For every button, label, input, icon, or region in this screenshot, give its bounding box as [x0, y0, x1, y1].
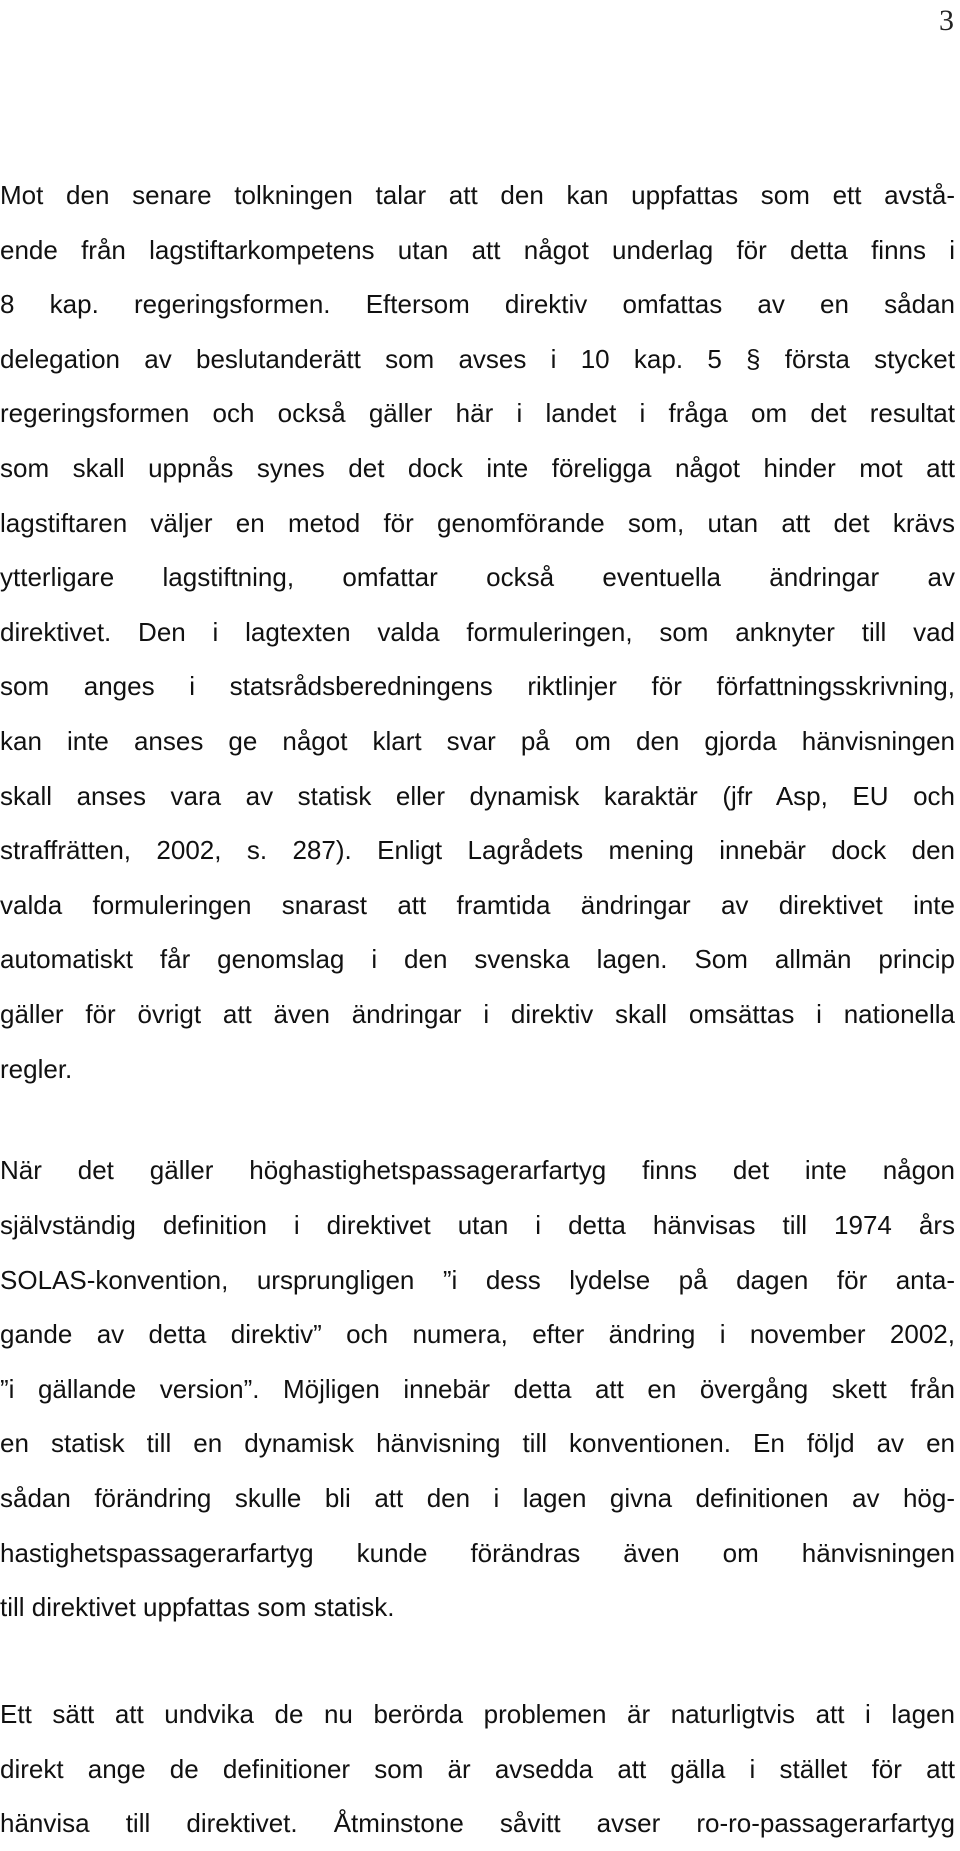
- text-line: hänvisa till direktivet. Åtminstone såvitt avser ro-ro-passagerarfartyg: [0, 1808, 955, 1839]
- text-line: gande av detta direktiv” och numera, efter ändring i november 2002,: [0, 1319, 955, 1350]
- text-line: delegation av beslutanderätt som avses i 10 kap. 5 § första stycket: [0, 343, 955, 374]
- text-line: hastighetspassagerarfartyg kunde förändras även om hänvisningen: [0, 1537, 955, 1568]
- text-line: valda formuleringen snarast att framtida ändringar av direktivet inte: [0, 889, 955, 920]
- text-line: till direktivet uppfattas som statisk.: [0, 1592, 395, 1623]
- text-line: När det gäller höghastighetspassagerarfartyg finns det inte någon: [0, 1155, 955, 1185]
- text-line: ende från lagstiftarkompetens utan att något underlag för detta finns i: [0, 234, 955, 265]
- text-line: som skall uppnås synes det dock inte föreligga något hinder mot att: [0, 452, 955, 483]
- text-line: kan inte anses ge något klart svar på om den gjorda hänvisningen: [0, 725, 955, 756]
- text-line: straffrätten, 2002, s. 287). Enligt Lagrådets mening innebär dock den: [0, 835, 955, 866]
- text-line: regeringsformen och också gäller här i landet i fråga om det resultat: [0, 398, 955, 429]
- text-line: regler.: [0, 1053, 73, 1084]
- text-line: 8 kap. regeringsformen. Eftersom direktiv omfattas av en sådan: [0, 289, 955, 320]
- paragraph-1: [0, 168, 955, 1096]
- text-line: ”i gällande version”. Möjligen innebär detta att en övergång skett från: [0, 1373, 955, 1404]
- text-line: självständig definition i direktivet utan i detta hänvisas till 1974 års: [0, 1210, 955, 1240]
- text-line: gäller för övrigt att även ändringar i direktiv skall omsättas i nationella: [0, 998, 955, 1029]
- text-line: Mot den senare tolkningen talar att den kan uppfattas som ett avstå-: [0, 180, 955, 210]
- text-line: Ett sätt att undvika de nu berörda problemen är naturligtvis att i lagen: [0, 1699, 955, 1729]
- text-line: sådan förändring skulle bli att den i lagen givna definitionen av hög-: [0, 1482, 955, 1513]
- paragraph-3: [0, 1687, 955, 1851]
- text-line: automatiskt får genomslag i den svenska lagen. Som allmän princip: [0, 944, 955, 975]
- text-line: en statisk till en dynamisk hänvisning till konventionen. En följd av en: [0, 1428, 955, 1459]
- text-line: ytterligare lagstiftning, omfattar också eventuella ändringar av: [0, 562, 955, 593]
- page-number: 3: [939, 4, 954, 37]
- text-line: SOLAS-konvention, ursprungligen ”i dess lydelse på dagen för anta-: [0, 1264, 955, 1295]
- text-line: direkt ange de definitioner som är avsedda att gälla i stället för att: [0, 1753, 955, 1784]
- paragraph-2: [0, 1142, 955, 1635]
- text-line: skall anses vara av statisk eller dynamisk karaktär (jfr Asp, EU och: [0, 780, 955, 811]
- text-line: direktivet. Den i lagtexten valda formuleringen, som anknyter till vad: [0, 616, 955, 647]
- text-line: lagstiftaren väljer en metod för genomförande som, utan att det krävs: [0, 507, 955, 538]
- text-line: som anges i statsrådsberedningens riktlinjer för författningsskrivning,: [0, 671, 955, 702]
